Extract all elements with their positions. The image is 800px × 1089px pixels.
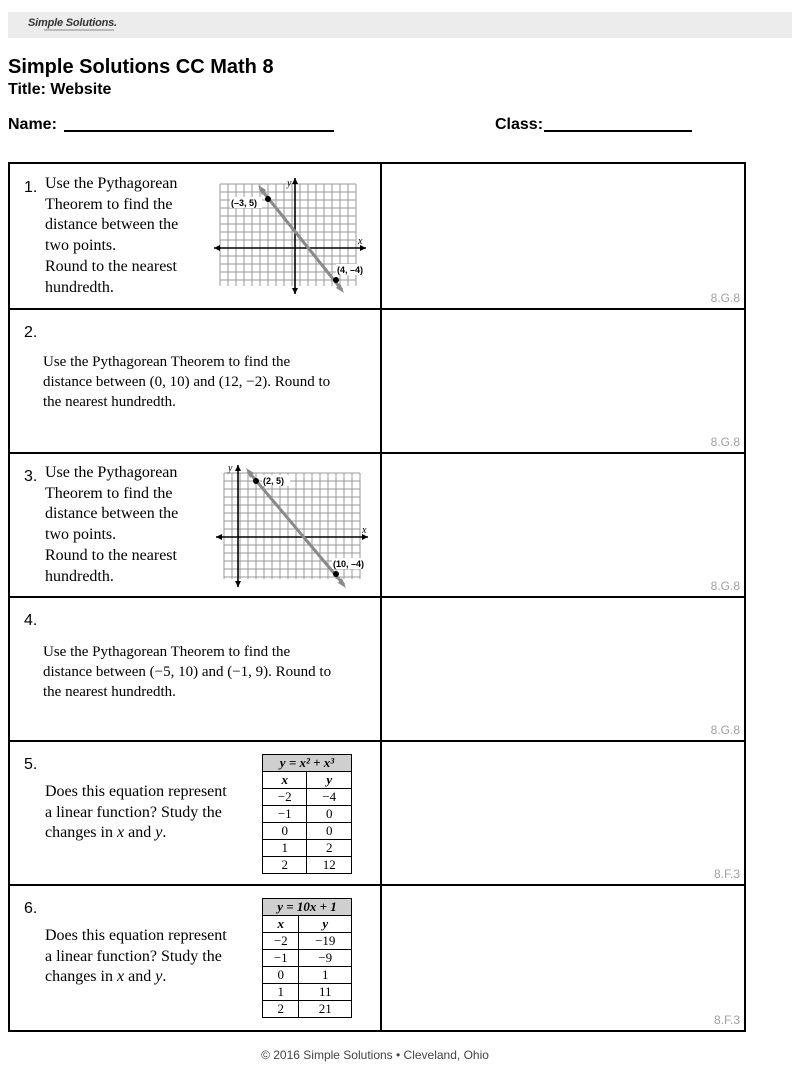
- problem-row: [10, 742, 744, 886]
- coordinate-graph: [210, 174, 370, 302]
- problem-row: [10, 310, 744, 454]
- table-row: 1 2: [263, 840, 352, 857]
- standard-code: 8.F.3: [713, 1013, 740, 1027]
- worksheet-subtitle: Title: Website: [8, 81, 112, 98]
- logo-tagline: [44, 29, 114, 31]
- table-row: −2 −4: [263, 789, 352, 806]
- table-row: −1 0: [263, 806, 352, 823]
- table-row: 0 1: [263, 967, 352, 984]
- table-row: 0 0: [263, 823, 352, 840]
- problem-number: 2.: [24, 324, 38, 341]
- class-blank-line[interactable]: [544, 130, 692, 132]
- name-blank-line[interactable]: [64, 130, 334, 132]
- question-cell: [10, 742, 382, 884]
- y-axis-label: y: [228, 463, 233, 474]
- coordinate-graph: [206, 461, 370, 591]
- table-equation: y = 10x + 1: [263, 899, 352, 916]
- standard-code: 8.G.8: [710, 579, 740, 593]
- table-row: 1 11: [263, 984, 352, 1001]
- y-axis-label: y: [287, 178, 292, 189]
- table-header-y: y: [307, 772, 352, 789]
- answer-cell[interactable]: [384, 310, 744, 452]
- answer-cell[interactable]: [384, 742, 744, 884]
- page-footer: © 2016 Simple Solutions • Cleveland, Ohio: [261, 1048, 489, 1062]
- point-b-label: (4, –4): [337, 265, 364, 275]
- table-row: 2 12: [263, 857, 352, 874]
- point-a: [265, 196, 271, 202]
- answer-cell[interactable]: [384, 164, 744, 308]
- table-row: −1 −9: [263, 950, 352, 967]
- table-header-x: x: [263, 916, 299, 933]
- problem-text: Does this equation represent a linear function? Study the changes in x and y.: [45, 783, 227, 842]
- point-b-label: (10, –4): [333, 559, 365, 569]
- problem-text: Use the Pythagorean Theorem to find the distance between (0, 10) and (12, −2). Round to the nearest hundredth.: [43, 354, 331, 410]
- segment-line: [260, 188, 342, 290]
- table-row: −2 −19: [263, 933, 352, 950]
- x-axis-label: x: [362, 525, 367, 536]
- question-cell: [10, 310, 382, 452]
- class-label: Class:: [495, 116, 544, 133]
- problem-number: 5.: [24, 756, 38, 773]
- point-a: [253, 478, 259, 484]
- problem-row: [10, 164, 744, 310]
- answer-cell[interactable]: [384, 886, 744, 1030]
- table-header-x: x: [263, 772, 307, 789]
- x-axis-label: x: [358, 236, 363, 247]
- problem-text: Use the Pythagorean Theorem to find the distance between the two points. Round to the nearest hundredth.: [45, 175, 179, 296]
- problem-number: 6.: [24, 900, 38, 917]
- question-cell: [10, 164, 382, 308]
- problem-number: 1.: [24, 179, 38, 196]
- question-cell: [10, 454, 382, 596]
- table-equation: y = x² + x³: [263, 755, 352, 772]
- table-row: 2 21: [263, 1001, 352, 1018]
- logo: Simple Solutions.: [28, 17, 117, 29]
- top-banner: [8, 12, 792, 38]
- problem-text: Use the Pythagorean Theorem to find the distance between (−5, 10) and (−1, 9). Round to the nearest hundredth.: [43, 644, 332, 700]
- point-a-label: (2, 5): [263, 476, 285, 486]
- problem-text: Use the Pythagorean Theorem to find the distance between the two points. Round to the nearest hundredth.: [45, 464, 179, 585]
- point-a-label: (–3, 5): [231, 198, 258, 208]
- function-table: [262, 898, 352, 1018]
- standard-code: 8.G.8: [710, 435, 740, 449]
- point-b: [333, 277, 339, 283]
- question-cell: [10, 598, 382, 740]
- problem-number: 4.: [24, 612, 38, 629]
- standard-code: 8.F.3: [713, 867, 740, 881]
- problem-row: [10, 454, 744, 598]
- problem-row: [10, 886, 744, 1030]
- name-label: Name:: [8, 116, 57, 133]
- point-b: [333, 571, 339, 577]
- problem-number: 3.: [24, 468, 38, 485]
- problem-text: Does this equation represent a linear function? Study the changes in x and y.: [45, 927, 227, 986]
- problem-grid: [8, 162, 746, 1032]
- table-header-y: y: [299, 916, 352, 933]
- question-cell: [10, 886, 382, 1030]
- function-table: [262, 754, 352, 874]
- standard-code: 8.G.8: [710, 723, 740, 737]
- worksheet-title: Simple Solutions CC Math 8: [8, 56, 274, 78]
- standard-code: 8.G.8: [710, 291, 740, 305]
- answer-cell[interactable]: [384, 598, 744, 740]
- answer-cell[interactable]: [384, 454, 744, 596]
- problem-row: [10, 598, 744, 742]
